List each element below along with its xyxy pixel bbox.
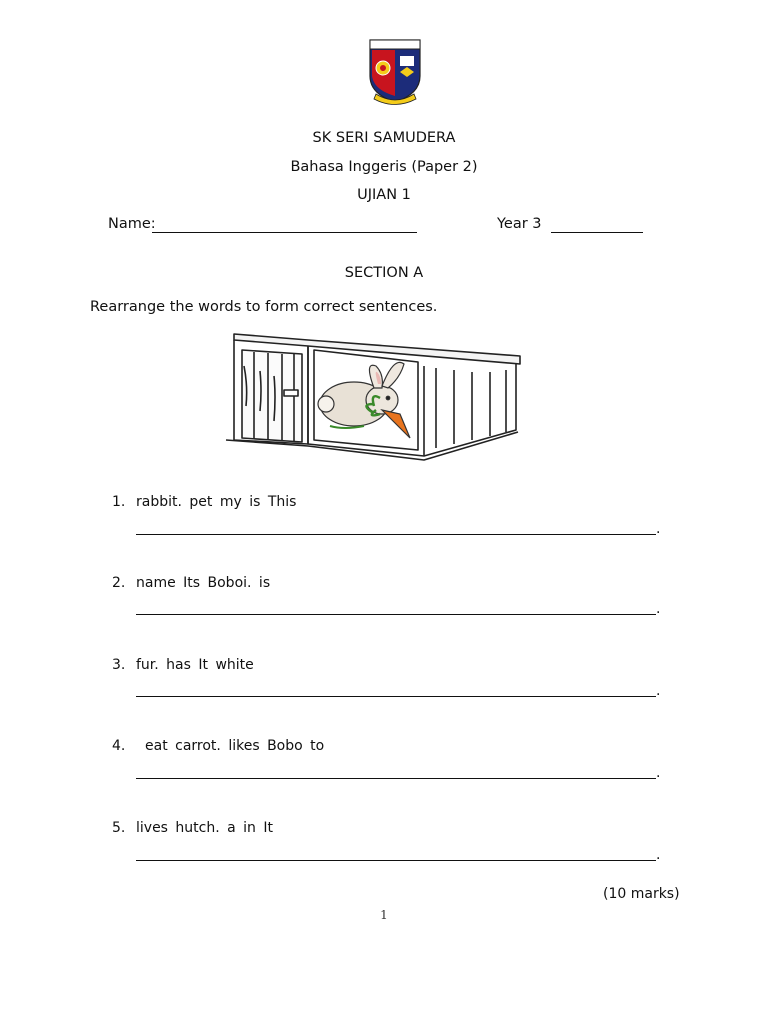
- question-number: 4.: [112, 738, 126, 754]
- question-text: rabbit. pet my is This: [136, 494, 297, 510]
- rabbit-hutch-illustration: [224, 326, 524, 466]
- instruction-text: Rearrange the words to form correct sentences.: [90, 299, 438, 315]
- answer-period: .: [656, 601, 661, 617]
- answer-line[interactable]: [136, 778, 656, 779]
- answer-line[interactable]: [136, 614, 656, 615]
- question-number: 5.: [112, 820, 126, 836]
- subject-title: Bahasa Inggeris (Paper 2): [290, 159, 478, 175]
- question-number: 1.: [112, 494, 126, 510]
- answer-period: .: [656, 521, 661, 537]
- answer-line[interactable]: [136, 696, 656, 697]
- school-name: SK SERI SAMUDERA: [312, 130, 456, 146]
- question-number: 2.: [112, 575, 126, 591]
- answer-period: .: [656, 847, 661, 863]
- question-text: eat carrot. likes Bobo to: [145, 738, 325, 754]
- answer-period: .: [656, 683, 661, 699]
- total-marks: (10 marks): [603, 886, 680, 902]
- name-label: Name:: [108, 216, 156, 232]
- answer-period: .: [656, 765, 661, 781]
- section-title: SECTION A: [344, 265, 424, 281]
- page-number: 1: [380, 908, 388, 922]
- test-title: UJIAN 1: [357, 187, 411, 203]
- question-text: fur. has It white: [136, 657, 254, 673]
- question-number: 3.: [112, 657, 126, 673]
- question-text: lives hutch. a in It: [136, 820, 273, 836]
- answer-line[interactable]: [136, 860, 656, 861]
- answer-line[interactable]: [136, 534, 656, 535]
- question-text: name Its Boboi. is: [136, 575, 271, 591]
- year-label: Year 3: [497, 216, 542, 232]
- school-crest-logo: [364, 36, 426, 106]
- year-field[interactable]: [551, 232, 643, 233]
- name-field[interactable]: [152, 232, 417, 233]
